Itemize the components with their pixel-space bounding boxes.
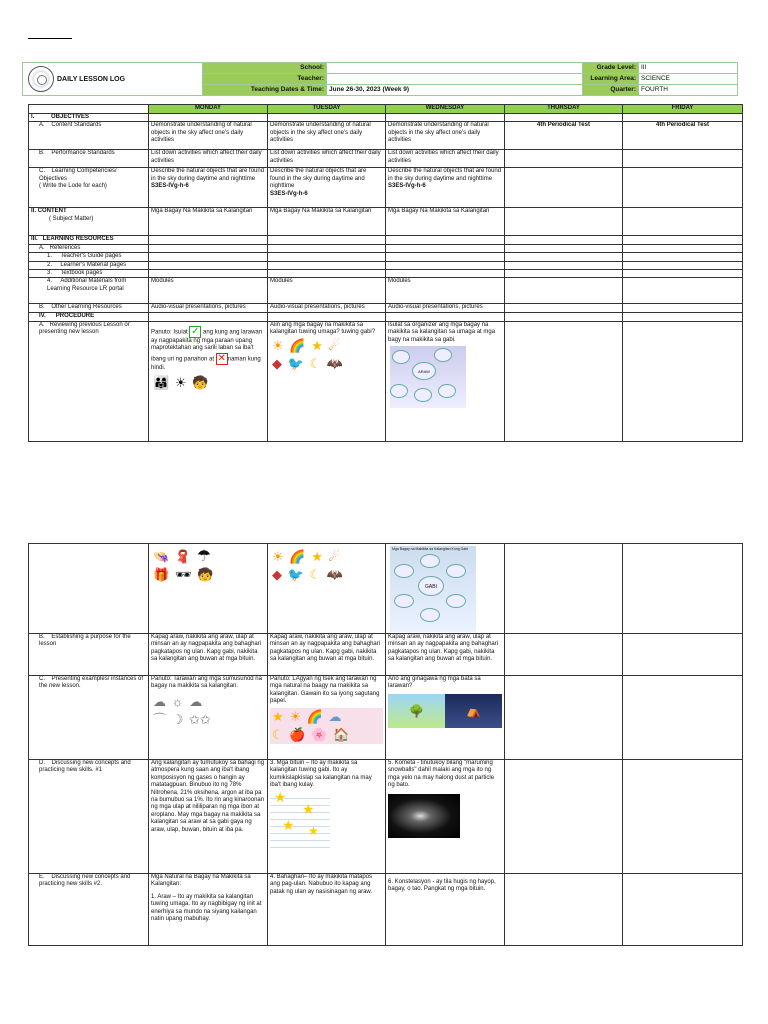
day-thursday: THURSDAY [505, 105, 623, 114]
other-wed: Audio-visual presentations, pictures [386, 304, 505, 313]
corner-cell [29, 105, 149, 114]
row-competencies [29, 168, 149, 208]
content-std-mon: Demonstrate understanding of natural objects in the sky affect one's daily activities [149, 122, 268, 150]
purpose-tue: Kapag araw, nakikita ang araw, ulap at minsan an ay nagpapakita ang bahaghari pagkatapos ng ulan. Kapg gabi, nakikita sa kalangitan ang buwan at mga bituin. [268, 634, 386, 676]
bat-icon: 🦇 [326, 355, 344, 371]
competencies-tue: Describe the natural objects that are found in the sky during daytime and nighttime S3ES-IVg-h-6 [268, 168, 386, 208]
row-learners-material: 2. Learner's Material pages [29, 261, 149, 269]
other-mon: Audio-visual presentations, pictures [149, 304, 268, 313]
comet-icon: ☄ [328, 337, 341, 353]
row-textbook: 3. Textbook pages [29, 270, 149, 278]
content-wed: Mga Bagay Na Makikita sa Kalangitan [386, 208, 505, 236]
star-icon: ★ [274, 788, 287, 805]
area-value: SCIENCE [639, 73, 738, 84]
bat-icon: 🦇 [326, 567, 344, 582]
periodical-thu: 4th Periodical Test [505, 122, 623, 150]
sun-icon: ☀ [289, 708, 301, 724]
discuss1-mon: Ang kalangitan ay tumutukoy sa bahagi ng atmospera kung saan ang iba't ibang komposisyon ng gases o hangin ay matatagpuan. Binubuo ito ng 78% Nitrohena, 21% oksihena, argon at iba pa na bumubuo sa 1%. Ito rin ang kinaroonan ng mga ulap at nililiparan ng mga ibon at eroplano. May mga bagay na makikita sa kalangitan sa araw at sa gabi gaya ng araw, ulap, buwan, bituin at iba pa. [149, 760, 268, 874]
row-other-resources: B. Other Learning Resources [29, 304, 149, 313]
purpose-wed: Kapag araw, nakikita ang araw, ulap at minsan an ay nagpapakita ang bahaghari pagkatapos ng ulan. Kapg gabi, nakikita sa kalangitan ang buwan at mga bituin. [386, 634, 505, 676]
row-discuss-2: E. Discussing new concepts and practicing new skills #2. [29, 874, 149, 946]
scarf-icon: 🧣 [174, 549, 192, 564]
star-icon: ★ [311, 337, 323, 353]
quarter-label: Quarter: [583, 84, 639, 95]
competency-code: S3ES-IVg-h-6 [151, 183, 189, 190]
bird-icon: 🐦 [287, 567, 304, 582]
content-std-tue: Demonstrate understanding of natural objects in the sky affect one's daily activities [268, 122, 386, 150]
star-icon: ★ [302, 800, 315, 817]
day-monday: MONDAY [149, 105, 268, 114]
stars-picture [270, 788, 330, 848]
cloud-icon: ☁ [189, 693, 203, 709]
day-friday: FRIDAY [623, 105, 743, 114]
discuss2-mon: Mga Natural na Bagay na Makikita sa Kalangitan: 1. Araw – Ito ay makikita sa kalangitan tuwing umaga. Ito ay nagbibigay ng init at enerhiya sa mundo na siyang kailangan natin upang mabuhay. [149, 874, 268, 946]
cloud-icon: ☁ [153, 693, 166, 709]
competencies-label: C. Learning Competencies/ Objectives [39, 168, 117, 182]
row-discuss-1: D. Discussing new concepts and practicing new skills. #1 [29, 760, 149, 874]
organizer-center-night: GABI [418, 576, 444, 596]
organizer-night-diagram [388, 546, 502, 632]
rainbow-outline-icon: ⌒ [153, 711, 167, 727]
teacher-value [327, 73, 583, 84]
dates-value: June 26-30, 2023 (Week 9) [327, 84, 583, 95]
content-std-wed: Demonstrate understanding of natural objects in the sky affect one's daily activities [386, 122, 505, 150]
continued-mon [149, 544, 268, 634]
perf-std-mon: List down activities which affect their daily activities [149, 150, 268, 168]
school-label: School: [203, 63, 327, 74]
examples-tue: Panuto: LAgyan ng tsek ang larawan ng mga natural na baagy na makikita sa kalangitan. Gawain ito sa iyong sagutang papel. ★ ☀ 🌈 ☁ ☾ 🍎 🌸 🏠 [268, 676, 386, 760]
child-raincoat-icon: 🧒 [197, 567, 214, 582]
kite-icon: ◆ [272, 355, 282, 371]
title-cell [23, 63, 203, 96]
top-rule [28, 38, 72, 39]
add-tue: Modules [268, 278, 386, 304]
teacher-label: Teacher: [203, 73, 327, 84]
organizer-night-title: Mga Bagay na Makikita sa Kalangitan Kung Gabi [392, 547, 469, 551]
day-tuesday: TUESDAY [268, 105, 386, 114]
row-additional-materials: 4. Additional Materials from Learning Resource LR portal [29, 278, 149, 304]
apple-icon: 🍎 [289, 726, 306, 742]
section-procedure: IV. PROCEDURE [29, 313, 149, 321]
row-examples: C. Presenting examples/ instances of the new lesson. [29, 676, 149, 760]
sun-icon: ☀ [174, 375, 187, 391]
section-objectives: I. OBJECTIVES [29, 114, 149, 122]
gift-icon: 🎁 [153, 567, 170, 582]
moon-outline-icon: ☽ [171, 711, 184, 727]
review-tue: Alin ang mga bagay na makikita sa kalangitan tuwing umaga? tuwing gabi? ☀ 🌈 ★ ☄ ◆ 🐦 ☾ 🦇 [268, 321, 386, 441]
star-icon: ★ [308, 823, 319, 838]
hat-icon: 👒 [153, 549, 170, 564]
lesson-log-header [22, 62, 738, 96]
competency-code: S3ES-IVg-h-6 [270, 190, 308, 197]
deped-seal-icon [28, 66, 54, 92]
star-icon: ★ [272, 708, 284, 724]
continued-wed [386, 544, 505, 634]
house-icon: 🏠 [333, 726, 350, 742]
review-wed: Isulat sa organizer ang mga bagay na makikita sa kalangitan sa umaga at mga bagy na makikita sa gabi. ARAW [386, 321, 505, 441]
area-label: Learning Area: [583, 73, 639, 84]
row-review: A. Reviewing previous Lesson or presenting new lesson [29, 321, 149, 441]
perf-std-tue: List down activities which affect their daily activities [268, 150, 386, 168]
grade-label: Grade Level: [583, 63, 639, 74]
discuss2-tue: 4. Bahaghari– Ito ay makikita matapos ang pag-ulan. Nabubuo ito kapag ang patak ng ulan ay nasisinagan ng araw. [268, 874, 386, 946]
competencies-mon: Describe the natural objects that are found in the sky during daytime and nighttime S3ES-IVg-h-6 [149, 168, 268, 208]
row-teachers-guide: 1. Teacher's Guide pages [29, 253, 149, 261]
organizer-center-day: ARAW [412, 362, 436, 380]
purpose-mon: Kapag araw, nakikita ang araw, ulap at minsan an ay nagpapakita ang bahaghari pagkatapos ng ulan. Kapg gabi, nakikita sa kalangitan ang buwan at mga bituin. [149, 634, 268, 676]
row-content: II. CONTENT ( Subject Matter) [29, 208, 149, 236]
star-icon: ★ [311, 549, 323, 564]
family-picture-icon: 👨‍👩‍👧 [153, 375, 170, 391]
nighttime-scene-icon: ⛺ [445, 694, 502, 728]
umbrella-icon: ☂ [196, 548, 212, 565]
organizer-day-diagram [388, 346, 502, 408]
other-tue: Audio-visual presentations, pictures [268, 304, 386, 313]
grade-value: III [639, 63, 738, 74]
rainbow-icon: 🌈 [306, 708, 323, 724]
rainbow-icon: 🌈 [289, 549, 306, 564]
bird-icon: 🐦 [287, 355, 304, 371]
day-wednesday: WEDNESDAY [386, 105, 505, 114]
flower-icon: 🌸 [311, 726, 328, 742]
moon-icon: ☾ [272, 726, 284, 742]
lesson-grid-page-2 [28, 543, 743, 946]
continued-tue [268, 544, 386, 634]
cloud-icon: ☁ [328, 708, 342, 724]
sunglasses-icon: 🕶 [174, 567, 192, 582]
sun-icon: ☀ [272, 337, 284, 353]
quarter-value: FOURTH [639, 84, 738, 95]
moon-icon: ☾ [309, 567, 322, 582]
row-performance-standards: B. Performance Standards [29, 150, 149, 168]
kite-icon: ◆ [272, 567, 282, 582]
comet-picture [388, 794, 460, 838]
comet-icon: ☄ [328, 549, 341, 564]
star-icon: ★ [282, 816, 295, 833]
row-references: A. References [29, 244, 149, 252]
check-box-icon: ✓ [191, 325, 200, 337]
school-value [327, 63, 583, 74]
daytime-scene-icon: 🌳 [388, 694, 445, 728]
competency-code: S3ES-IVg-h-6 [388, 183, 426, 190]
perf-std-wed: List down activities which affect their daily activities [386, 150, 505, 168]
row-purpose: B. Establishing a purpose for the lesson [29, 634, 149, 676]
sun-icon: ☀ [272, 549, 284, 564]
add-wed: Modules [386, 278, 505, 304]
boy-picture-icon: 🧒 [192, 375, 209, 391]
rainbow-icon: 🌈 [289, 337, 306, 353]
section-resources: III. LEARNING RESOURCES [29, 236, 149, 244]
examples-wed: Ano ang ginagawa ng mga bata sa larawan? 🌳 ⛺ [386, 676, 505, 760]
row-content-standards: A. Content Standards [29, 122, 149, 150]
discuss1-tue: 3. Mga bituin – Ito ay makikita sa kalangitan tuwing gabi. Ito ay kumikislapkislap sa kalangitan na may iba't ibang kulay. ★ ★ ★ ★ [268, 760, 386, 874]
content-mon: Mga Bagay Na Makikita sa Kalangitan [149, 208, 268, 236]
discuss2-wed: 6. Konstelasyon - ay tila hugis ng hayop, bagay, o tao. Pangkat ng mga bituin. [386, 874, 505, 946]
discuss1-wed: 5. Kometa - tinutukoy bilang "maruming snowballs" dahil malaki ang mga ito ng mga yelo na may halong dust at particle ng bato. [386, 760, 505, 874]
lesson-grid-page-1 [28, 104, 743, 442]
page-title: DAILY LESSON LOG [57, 75, 126, 83]
examples-mon: Panuto: Tarawan ang mga sumusunod na bagay na makikita sa kalangitan. ☁ ☼ ☁ ⌒ ☽ ✩✩ [149, 676, 268, 760]
review-mon: Panuto: Isulat ✓ ang kung ang larawan ay nagpapakita ng mga paraan upang maprotektahan ang sarili laban sa iba't ibang uri ng panahon at ✕ naman kung hindi. 👨‍👩‍👧 ☀ 🧒 [149, 321, 268, 441]
periodical-fri: 4th Periodical Test [623, 122, 743, 150]
add-mon: Modules [149, 278, 268, 304]
competencies-note: ( Write the Lode for each) [39, 183, 107, 190]
x-box-icon: ✕ [217, 352, 226, 364]
dates-label: Teaching Dates & Time: [203, 84, 327, 95]
content-tue: Mga Bagay Na Makikita sa Kalangitan [268, 208, 386, 236]
stars-outline-icon: ✩✩ [189, 711, 211, 727]
competencies-wed: Describe the natural objects that are found in the sky during daytime and nighttime S3ES-IVg-h-6 [386, 168, 505, 208]
children-playing-picture [388, 694, 502, 728]
moon-icon: ☾ [309, 355, 322, 371]
sun-outline-icon: ☼ [171, 693, 184, 709]
